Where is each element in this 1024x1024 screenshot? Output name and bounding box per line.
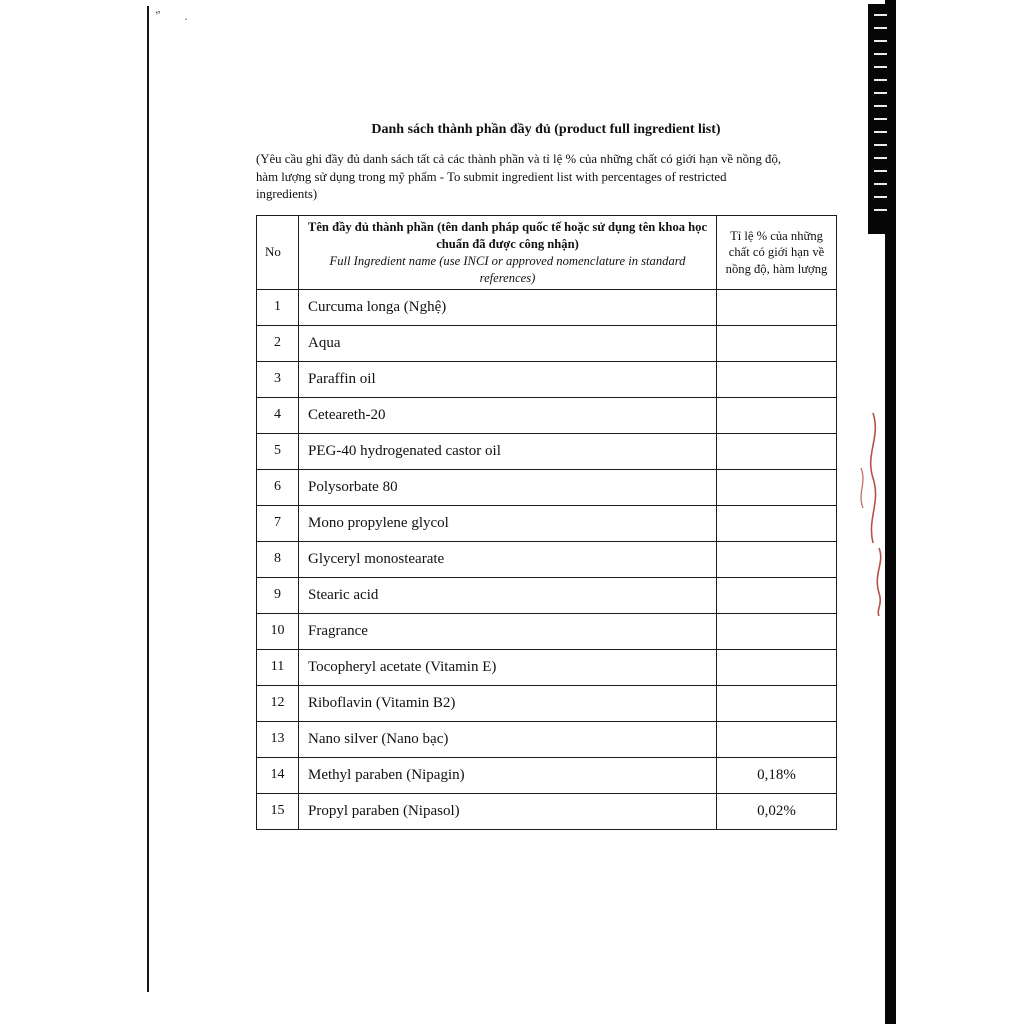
ingredient-name: Fragrance xyxy=(299,613,717,649)
table-header-row xyxy=(257,215,837,289)
ingredient-name: Ceteareth-20 xyxy=(299,397,717,433)
ingredient-name: Stearic acid xyxy=(299,577,717,613)
scan-speck-dot: · xyxy=(184,12,188,26)
ingredient-percent xyxy=(717,541,837,577)
table-row xyxy=(257,289,837,325)
header-name-vietnamese: Tên đầy đủ thành phần (tên danh pháp quốc tế hoặc sử dụng tên khoa học chuẩn đã được công nhận) xyxy=(307,219,708,251)
table-row xyxy=(257,577,837,613)
ingredient-name: Paraffin oil xyxy=(299,361,717,397)
header-percent: Tỉ lệ % của những chất có giới hạn về nồng độ, hàm lượng xyxy=(717,215,837,289)
ingredient-percent xyxy=(717,649,837,685)
table-row xyxy=(257,433,837,469)
row-number: 6 xyxy=(257,469,299,505)
ingredient-percent xyxy=(717,397,837,433)
row-number: 11 xyxy=(257,649,299,685)
row-number: 12 xyxy=(257,685,299,721)
header-ingredient-name xyxy=(299,215,717,289)
table-row xyxy=(257,361,837,397)
ingredient-percent xyxy=(717,361,837,397)
table-row xyxy=(257,613,837,649)
scan-edge-right-stamp-block xyxy=(868,4,896,234)
ingredient-percent: 0,02% xyxy=(717,793,837,829)
row-number: 15 xyxy=(257,793,299,829)
ingredient-percent xyxy=(717,469,837,505)
ingredient-name: Propyl paraben (Nipasol) xyxy=(299,793,717,829)
table-row xyxy=(257,541,837,577)
scan-edge-left-line xyxy=(147,6,149,992)
table-row xyxy=(257,649,837,685)
ingredient-name: Methyl paraben (Nipagin) xyxy=(299,757,717,793)
ingredient-percent xyxy=(717,577,837,613)
row-number: 5 xyxy=(257,433,299,469)
row-number: 8 xyxy=(257,541,299,577)
row-number: 2 xyxy=(257,325,299,361)
row-number: 4 xyxy=(257,397,299,433)
row-number: 14 xyxy=(257,757,299,793)
ingredient-name: Nano silver (Nano bạc) xyxy=(299,721,717,757)
table-row xyxy=(257,469,837,505)
table-row xyxy=(257,685,837,721)
header-no: No xyxy=(257,215,299,289)
table-row xyxy=(257,325,837,361)
table-row xyxy=(257,793,837,829)
ingredient-name: Tocopheryl acetate (Vitamin E) xyxy=(299,649,717,685)
row-number: 7 xyxy=(257,505,299,541)
ingredient-name: Mono propylene glycol xyxy=(299,505,717,541)
ingredient-percent xyxy=(717,433,837,469)
ingredient-percent: 0,18% xyxy=(717,757,837,793)
table-row xyxy=(257,505,837,541)
ingredient-name: Curcuma longa (Nghệ) xyxy=(299,289,717,325)
scan-speck-quote: ” xyxy=(154,7,163,23)
table-row xyxy=(257,757,837,793)
table-row xyxy=(257,397,837,433)
ingredient-percent xyxy=(717,685,837,721)
ingredient-name: PEG-40 hydrogenated castor oil xyxy=(299,433,717,469)
ingredient-name: Glyceryl monostearate xyxy=(299,541,717,577)
ingredient-percent xyxy=(717,289,837,325)
row-number: 13 xyxy=(257,721,299,757)
document-title: Danh sách thành phần đầy đủ (product full ingredient list) xyxy=(371,122,721,137)
document-body xyxy=(256,122,836,830)
ingredient-percent xyxy=(717,721,837,757)
ingredient-name: Riboflavin (Vitamin B2) xyxy=(299,685,717,721)
row-number: 3 xyxy=(257,361,299,397)
intro-paragraph: (Yêu cầu ghi đầy đủ danh sách tất cả các thành phần và tỉ lệ % của những chất có giới hạn về nồng độ, hàm lượng sử dụng trong mỹ phẩm - To submit ingredient list with percentages of restricted ingredients) xyxy=(256,152,782,202)
illegible-vertical-text xyxy=(874,14,887,219)
row-number: 1 xyxy=(257,289,299,325)
ingredient-percent xyxy=(717,325,837,361)
handwriting-red-marks xyxy=(843,408,893,618)
ingredient-percent xyxy=(717,505,837,541)
table-row xyxy=(257,721,837,757)
ingredient-percent xyxy=(717,613,837,649)
row-number: 9 xyxy=(257,577,299,613)
row-number: 10 xyxy=(257,613,299,649)
ingredient-table xyxy=(256,215,837,830)
ingredient-name: Aqua xyxy=(299,325,717,361)
header-name-english: Full Ingredient name (use INCI or approved nomenclature in standard references) xyxy=(329,254,686,285)
ingredient-name: Polysorbate 80 xyxy=(299,469,717,505)
